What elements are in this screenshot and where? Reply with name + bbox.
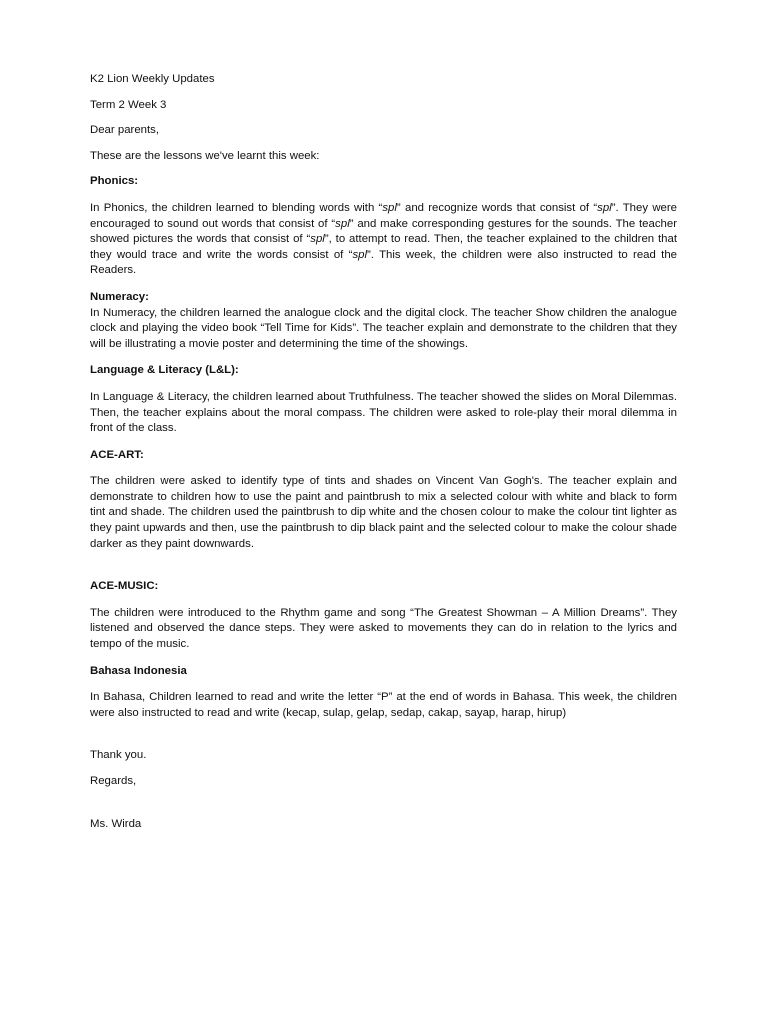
intro-line: These are the lessons we've learnt this week: [90,149,320,162]
thanks-line: Thank you. [90,749,147,762]
term-line: Term 2 Week 3 [90,98,167,111]
phonics-text: ”. They were encouraged to sound out words that consist of “ [90,201,678,230]
music-heading: ACE-MUSIC: [90,580,159,593]
document-page [90,72,677,832]
phonics-text: ”. This week, the children were also instructed to read the Readers. [90,248,677,277]
signature: Ms. Wirda [90,817,142,830]
greeting: Dear parents, [90,124,160,137]
document-title: K2 Lion Weekly Updates [90,73,215,85]
music-paragraph: The children were introduced to the Rhythm game and song “The Greatest Showman – A Million Dreams”. They listened and observed the dance steps. They were asked to movements they can do in relation to the lyrics and tempo of the music. [90,606,677,651]
bahasa-heading: Bahasa Indonesia [90,664,187,677]
phonics-text: ” and make corresponding gestures for the sounds. The teacher showed pictures the words that consist of “ [90,217,678,246]
numeracy-paragraph: In Numeracy, the children learned the analogue clock and the digital clock. The teacher Show children the analogue clock and playing the video book “Tell Time for Kids”. The teacher explain and demonstrate to the children that they will be illustrating a movie poster and determining the time of the showings. [90,306,677,350]
art-paragraph: The children were asked to identify type of tints and shades on Vincent Van Gogh's. The teacher explain and demonstrate to children how to use the paint and paintbrush to mix a selected colour with white and black to form tint and shade. The children used the paintbrush to dip white and the chosen colour to make the colour tint lighter as they paint upwards and then, use the paintbrush to dip black paint and the selected colour to make the colour shade darker as they paint downwards. [90,475,677,550]
language-heading: Language & Literacy (L&L): [90,364,239,377]
spl-term: spl [382,201,397,214]
language-paragraph: In Language & Literacy, the children learned about Truthfulness. The teacher showed the slides on Moral Dilemmas. Then, the teacher explains about the moral compass. The children were asked to role-play their moral dilemma in front of the class. [90,390,677,435]
phonics-text: In Phonics, the children learned to blending words with “ [90,201,383,214]
spl-term: spl [335,217,350,230]
spl-term: spl [597,201,612,214]
phonics-paragraph [90,201,677,279]
phonics-text: ”, to attempt to read. Then, the teacher explained to the children that they would trace and write the words consist of “ [90,233,678,261]
art-heading: ACE-ART: [90,448,144,461]
phonics-heading: Phonics: [90,175,139,188]
bahasa-paragraph: In Bahasa, Children learned to read and write the letter “P” at the end of words in Bahasa. This week, the children were also instructed to read and write (kecap, sulap, gelap, sedap, cakap, sayap, harap, hirup) [90,691,677,719]
spl-term: spl [352,248,368,261]
phonics-text: ” and recognize words that consist of “ [396,201,598,214]
numeracy-heading: Numeracy: [90,290,149,303]
spl-term: spl [310,233,325,246]
regards-line: Regards, [90,775,137,787]
